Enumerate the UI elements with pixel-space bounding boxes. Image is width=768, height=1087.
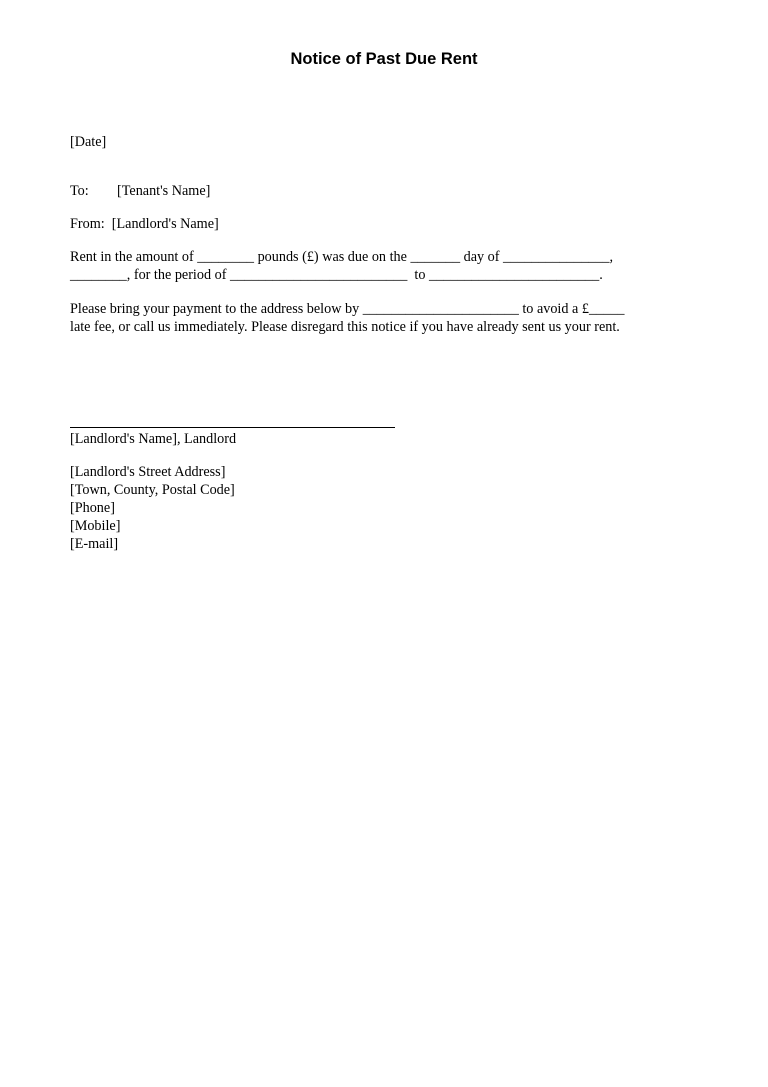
- address-email: [E-mail]: [70, 536, 119, 552]
- address-phone: [Phone]: [70, 500, 115, 516]
- address-town: [Town, County, Postal Code]: [70, 482, 235, 498]
- rent-paragraph-line-1: Rent in the amount of ________ pounds (£) was due on the _______ day of _______________,: [70, 249, 614, 265]
- address-street: [Landlord's Street Address]: [70, 464, 226, 480]
- from-line: From: [Landlord's Name]: [70, 216, 219, 232]
- signature-name: [Landlord's Name], Landlord: [70, 431, 237, 447]
- address-mobile: [Mobile]: [70, 518, 121, 534]
- rent-paragraph-line-2: ________, for the period of _________________________ to ________________________.: [70, 267, 603, 283]
- document-title: Notice of Past Due Rent: [290, 50, 478, 68]
- payment-paragraph-line-1: Please bring your payment to the address below by ______________________ to avoid a £_____: [70, 301, 625, 317]
- payment-paragraph-line-2: late fee, or call us immediately. Please disregard this notice if you have already sent us your rent.: [70, 319, 620, 335]
- date-placeholder: [Date]: [70, 134, 107, 150]
- to-label: To:: [70, 183, 89, 199]
- signature-line: [70, 427, 395, 428]
- tenant-name-placeholder: [Tenant's Name]: [117, 183, 211, 199]
